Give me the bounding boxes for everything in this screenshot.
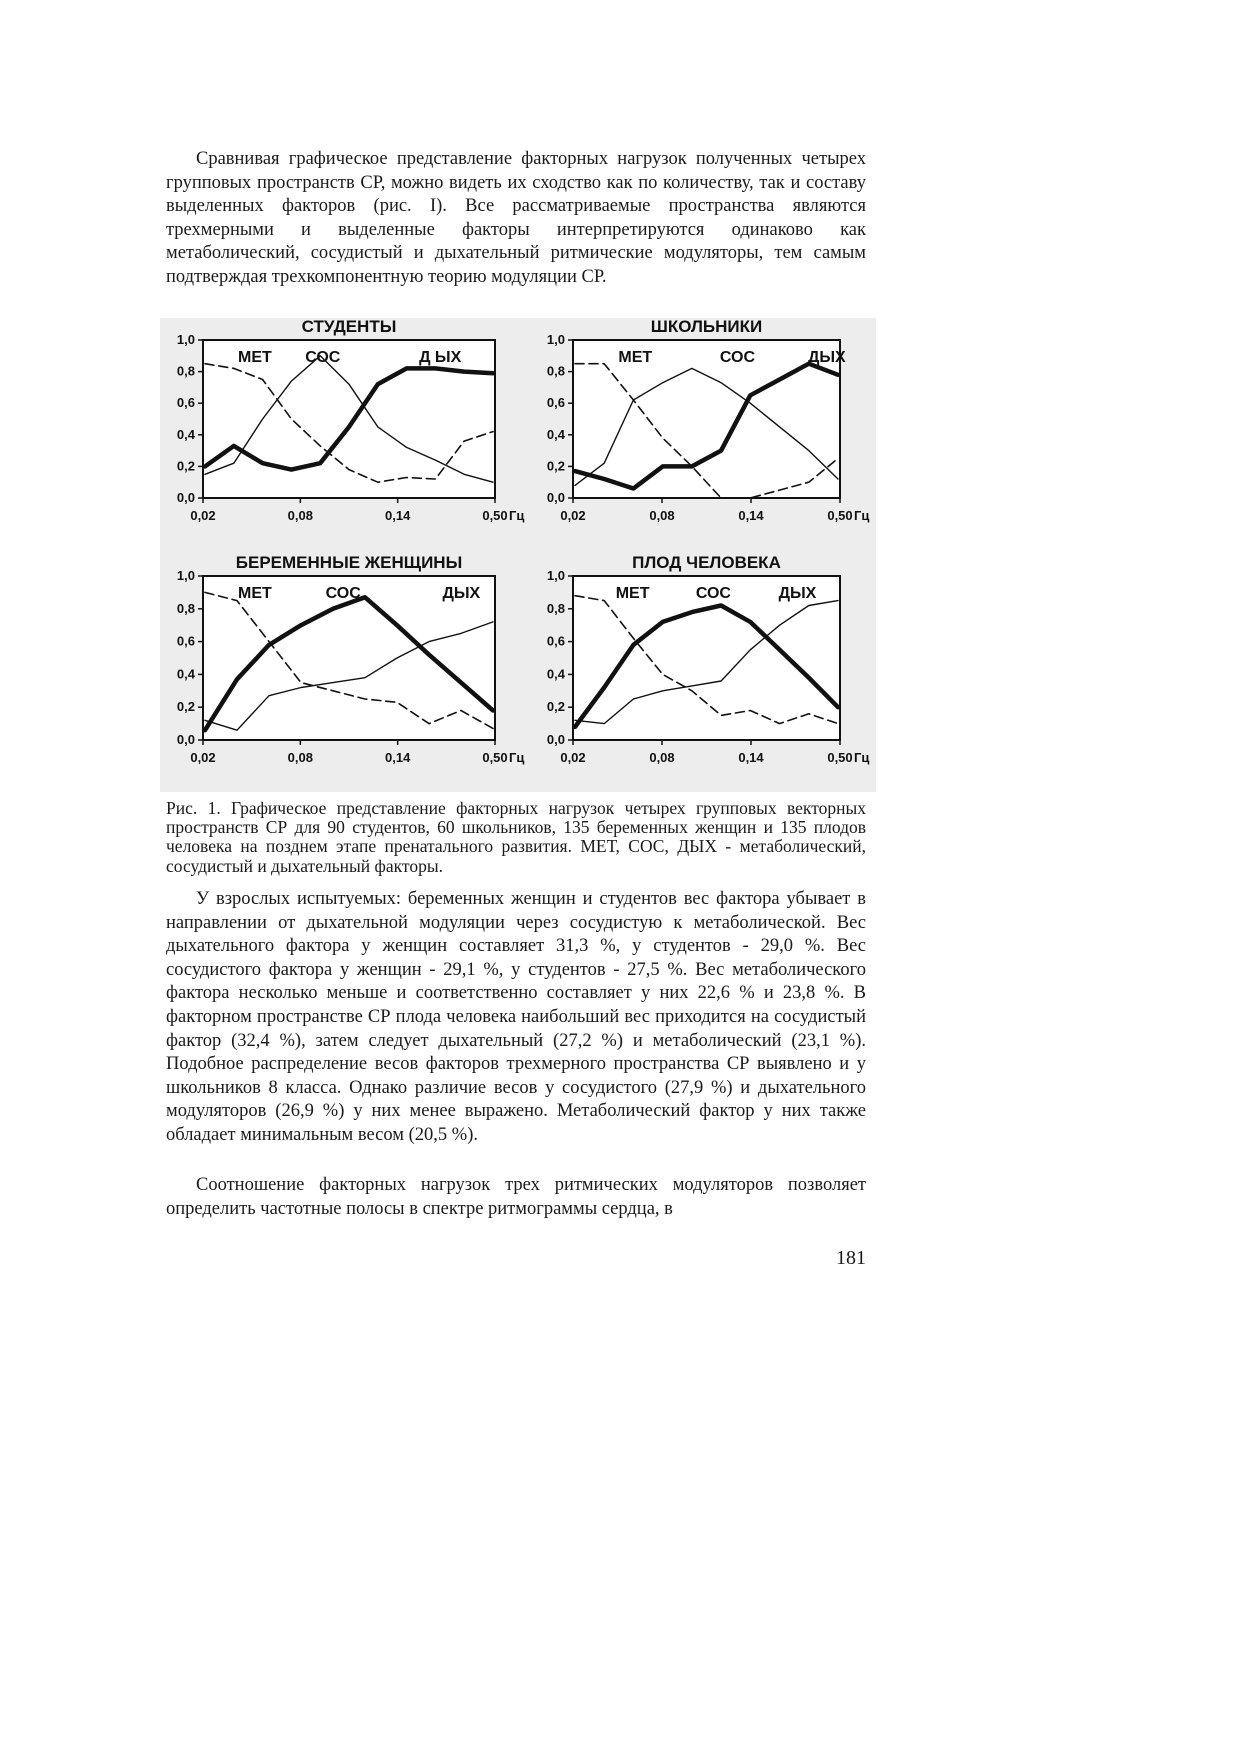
y-tick-label: 0,6 — [546, 633, 565, 649]
results-paragraph — [166, 888, 866, 1148]
paragraph-text: Сравнивая графическое представление факторных нагрузок полученных четырех групповых пространств СР, можно видеть их сходство как по количеству, так и составу выделенных факторов (рис. I). Все рассматриваемые пространства являются трехмерными и выделенные факторы интерпретируются одинаково как метаболический, сосудистый и дыхательный ритмические модуляторы, тем самым подтверждая трехкомпонентную теорию модуляции СР. — [166, 149, 866, 287]
y-tick-label: 1,0 — [176, 332, 195, 347]
series-label: ДЫХ — [807, 349, 846, 366]
x-tick-label: 0,02 — [560, 750, 586, 765]
y-tick-label: 0,4 — [546, 426, 565, 442]
y-tick-label: 0,2 — [176, 699, 195, 715]
y-tick-label: 0,2 — [546, 458, 565, 474]
y-tick-label: 0,0 — [176, 732, 195, 747]
y-tick-label: 0,0 — [546, 490, 565, 505]
x-unit-label: Гц — [854, 508, 870, 523]
plot-area — [573, 340, 840, 498]
chart-title: СТУДЕНТЫ — [301, 318, 397, 336]
series-label: СОС — [325, 585, 361, 602]
chart-panel — [547, 553, 869, 765]
x-unit-label: Гц — [854, 750, 870, 765]
x-tick-label: 0,14 — [385, 508, 411, 523]
series-label: МЕТ — [238, 349, 272, 366]
series-label: МЕТ — [618, 349, 653, 366]
figure-charts — [160, 318, 876, 792]
y-tick-label: 0,8 — [176, 600, 195, 616]
x-tick-label: 0,02 — [190, 508, 216, 523]
y-tick-label: 0,6 — [546, 395, 565, 411]
x-tick-label: 0,14 — [385, 750, 411, 765]
x-tick-label: 0,08 — [649, 508, 675, 523]
y-tick-label: 1,0 — [546, 568, 565, 583]
y-tick-label: 0,2 — [546, 699, 565, 715]
x-tick-label: 0,02 — [190, 750, 216, 765]
series-label: ДЫХ — [778, 585, 817, 602]
page-number: 181 — [836, 1247, 866, 1269]
series-label: СОС — [719, 349, 756, 366]
series-label: ДЫХ — [442, 585, 481, 602]
y-tick-label: 0,4 — [176, 666, 195, 682]
series-label: СОС — [305, 349, 341, 366]
y-tick-label: 0,2 — [176, 458, 195, 474]
x-tick-label: 0,08 — [287, 750, 313, 765]
x-tick-label: 0,50 — [482, 508, 508, 523]
x-tick-label: 0,50 — [482, 750, 508, 765]
y-tick-label: 1,0 — [546, 332, 565, 347]
chart-panel — [547, 318, 869, 523]
x-unit-label: Гц — [509, 750, 525, 765]
x-tick-label: 0,08 — [287, 508, 313, 523]
y-tick-label: 0,8 — [176, 363, 195, 379]
closing-paragraph — [166, 1174, 866, 1221]
x-tick-label: 0,50 — [827, 508, 853, 523]
y-tick-label: 0,0 — [176, 490, 195, 505]
chart-title: БЕРЕМЕННЫЕ ЖЕНЩИНЫ — [235, 553, 463, 572]
y-tick-label: 0,4 — [546, 666, 565, 682]
intro-paragraph — [166, 148, 866, 290]
series-label: МЕТ — [238, 585, 272, 602]
y-tick-label: 0,0 — [546, 732, 565, 747]
x-tick-label: 0,02 — [560, 508, 586, 523]
x-unit-label: Гц — [509, 508, 525, 523]
x-tick-label: 0,14 — [738, 508, 764, 523]
y-tick-label: 0,8 — [546, 363, 565, 379]
x-tick-label: 0,14 — [738, 750, 764, 765]
chart-panel — [177, 318, 524, 523]
paragraph-text: У взрослых испытуемых: беременных женщин и студентов вес фактора убывает в направлении от дыхательной модуляции через сосудистую к метаболической. Вес дыхательного фактора у женщин составляет 31,3 %, у студентов - 29,0 %. Вес сосудистого фактора у женщин - 29,1 %, у студентов - 27,5 %. Вес метаболического фактора несколько меньше и соответственно составляет у них 22,6 % и 23,8 %. В факторном пространстве СР плода человека наибольший вес приходится на сосудистый фактор (32,4 %), затем следует дыхательный (27,2 %) и метаболический (23,1 %). Подобное распределение весов факторов трехмерного пространства СР выявлено и у школьников 8 класса. Однако различие весов у сосудистого (27,9 %) и дыхательного модуляторов (26,9 %) у них менее выражено. Метаболический фактор у них также обладает минимальным весом (20,5 %). — [166, 889, 866, 1145]
paragraph-text: Соотношение факторных нагрузок трех ритмических модуляторов позволяет определить частотные полосы в спектре ритмограммы сердца, в — [166, 1175, 866, 1219]
series-label: МЕТ — [615, 585, 650, 602]
series-label: СОС — [695, 585, 731, 602]
y-tick-label: 0,4 — [176, 426, 195, 442]
figure-1 — [160, 318, 876, 792]
series-label: Д ЫХ — [419, 349, 462, 366]
caption-text: Рис. 1. Графическое представление факторных нагрузок четырех групповых векторных пространств СР для 90 студентов, 60 школьников, 135 беременных женщин и 135 плодов человека на позднем этапе пренатального развития. МЕТ, СОС, ДЫХ - метаболический, сосудистый и дыхательный факторы. — [166, 798, 866, 876]
figure-caption — [166, 799, 866, 876]
x-tick-label: 0,50 — [827, 750, 853, 765]
y-tick-label: 0,8 — [546, 600, 565, 616]
y-tick-label: 0,6 — [176, 633, 195, 649]
chart-panel — [177, 553, 524, 765]
y-tick-label: 1,0 — [176, 568, 195, 583]
chart-title: ШКОЛЬНИКИ — [650, 318, 763, 336]
chart-title: ПЛОД ЧЕЛОВЕКА — [632, 553, 781, 572]
y-tick-label: 0,6 — [176, 395, 195, 411]
x-tick-label: 0,08 — [649, 750, 675, 765]
